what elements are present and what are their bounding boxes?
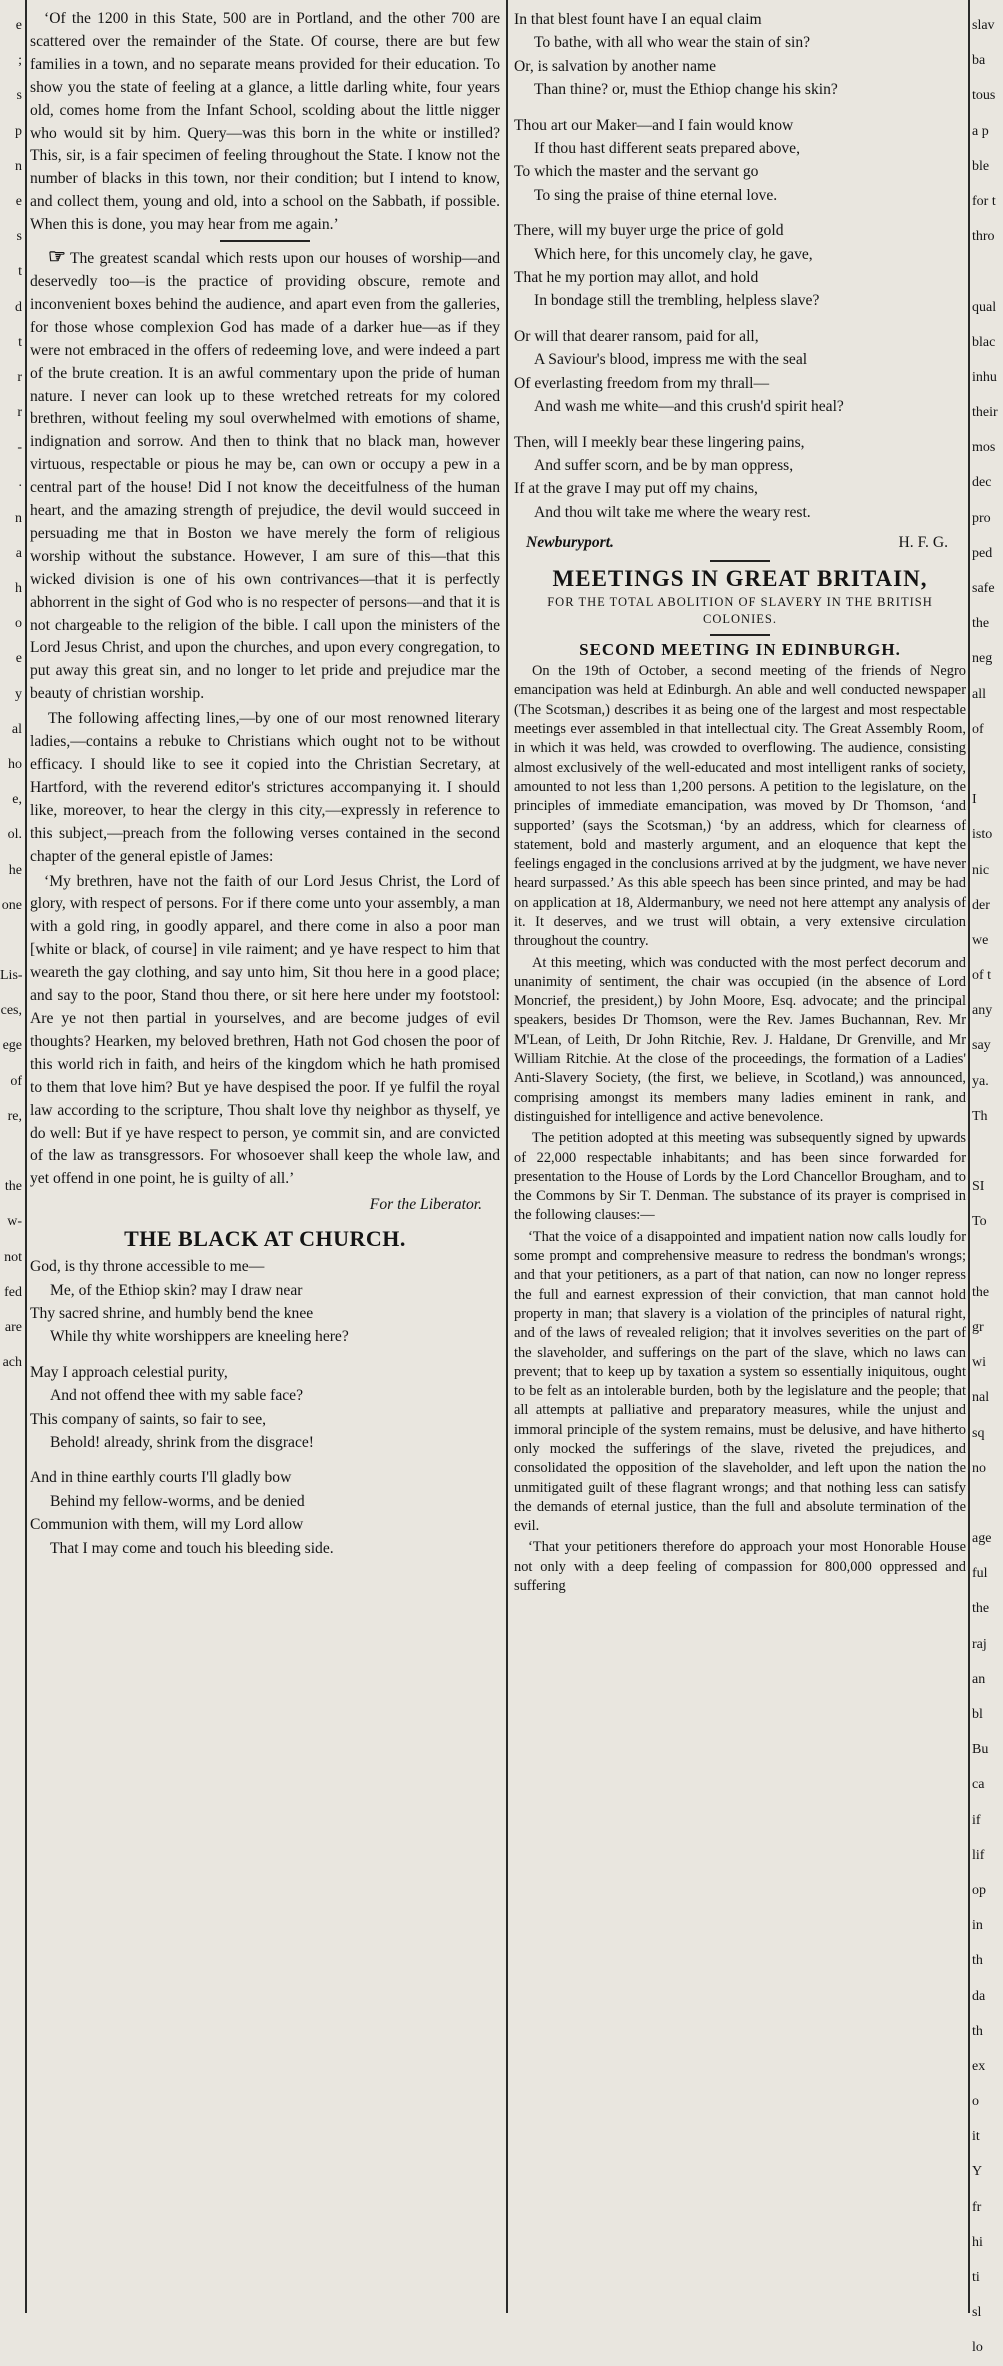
fragment-word: dec [972, 475, 992, 491]
fragment-word: ex [972, 2058, 986, 2074]
fragment-word: nal [972, 1390, 990, 1406]
fragment-word: wi [972, 1355, 986, 1371]
fragment-word: e, [12, 792, 22, 808]
poem-line: To bathe, with all who wear the stain of sin? [534, 34, 811, 52]
fragment-word: ful [972, 1566, 988, 1582]
fragment-word: mos [972, 440, 996, 456]
fragment-word: age [972, 1531, 992, 1547]
fragment-word: blac [972, 334, 996, 350]
attribution: For the Liberator. [369, 1196, 482, 1214]
left-article-column [30, 8, 500, 1572]
poem-stanza [514, 8, 966, 102]
fragment-word: sq [972, 1425, 985, 1441]
fragment-word: of [972, 721, 984, 737]
fragment-word: of [10, 1073, 22, 1089]
fragment-word: o [972, 2094, 979, 2110]
column-rule-center [506, 0, 508, 2313]
fragment-word: fed [4, 1284, 22, 1300]
fragment-word: the [972, 616, 990, 632]
fragment-word: an [972, 1671, 986, 1687]
report-paragraph: ‘That the voice of a disappointed and impatient nation now calls loudly for some prompt and comprehensive measure to redress the bondman's wrongs; and that your petitioners, as a part of that nation, can now no longer repress the full and earnest expression of their conviction, that man cannot hold property in man; that slavery is a violation of the principles of natural right, and of the laws of revealed religion; that it involves severities on the part of the slaveholder, and sufferings on the part of the slave, which no laws can prevent; that to keep up by taxation a system so essentially iniquitous, ought to be felt as an intolerable burden, both by the legislature and the people; that all attempts at palliative and preparatory measures, while the unjust and immoral principle of the system remains, must be delusive, and have hitherto only mocked the sufferings of the slave, riveted the prejudices, and consolidated the opposition of the slaveholder, and left upon the nation the unmitigated guilt of these flagrant wrongs; and that nothing less can satisfy the demands of eternal justice, than the full and absolute termination of the evil. [514, 1228, 966, 1535]
fragment-word: all [972, 686, 986, 702]
poem-line: Than thine? or, must the Ethiop change his skin? [534, 81, 838, 99]
fragment-word [972, 1134, 1003, 1169]
fragment-word: nic [972, 862, 990, 878]
fragment-word: Bu [972, 1742, 989, 1758]
fragment-word: ces, [0, 1003, 22, 1019]
fragment-word: Y [972, 2164, 983, 2180]
fragment-word: e [15, 651, 22, 667]
fragment-word: ble [972, 158, 990, 174]
fragment-word [0, 1134, 22, 1169]
fragment-word: a [15, 545, 22, 561]
james-quote: ‘My brethren, have not the faith of our Lord Jesus Christ, the Lord of glory, with respect of persons. For if there come unto your assembly, a man with a gold ring, in goodly apparel, and there come in also a poor man [white or black, of course] in vile raiment; and ye have respect to him that weareth the gay clothing, and say unto him, Sit thou here in a good place; and say to the poor, Stand thou there, or sit here here under my footstool: Are ye not then partial in yourselves, and are become judges of evil thoughts? Hearken, my beloved brethren, Hath not God chosen the poor of this world rich in faith, and heirs of the kingdom which he hath promised to them that love him? But ye have despised the poor. If ye fulfil the royal law according to the scripture, Thou shalt love thy neighbor as thyself, ye do well: But if ye have respect to person, ye commit sin, and are convicted of the law as transgressors. For whosoever shall keep the whole law, and yet offend in one point, he is guilty of all.’ [30, 872, 501, 1188]
fragment-word: ya. [972, 1073, 989, 1089]
fragment-word: any [972, 1003, 993, 1019]
fragment-word: we [972, 932, 989, 948]
poem-line: Then, will I meekly bear these lingering pains, [514, 433, 805, 451]
fragment-word: ege [2, 1038, 22, 1054]
fragment-word: o [15, 616, 22, 632]
report-paragraph: On the 19th of October, a second meeting of the friends of Negro emancipation was held at Edinburgh. An able and well conducted newspaper (The Scotsman,) describes it as being one of the largest and most respectable meetings ever assembled in that intellectual city. The Great Assembly Room, in which it was held, was crowded to overflowing. The audience, consisting almost exclusively of the well-educated and most intelligent ranks of society, amounted to not less than 1,200 persons. A petition to the legislature, on the principles of immediate emancipation, was moved by Dr Thomson, ‘and supported’ (says the Scotsman,) ‘by an address, which for clearness of statement, bold and masterly argument, and an eloquence that kept the feelings engaged in the conclusions arrived at by the judgment, we have never heard surpassed.’ As this able speech has been since printed, and may be had on application at 18, Aldermanbury, we need not here attempt any analysis of it. It deserves, and we trust will obtain, a very extensive circulation throughout the country. [514, 663, 966, 950]
fragment-word: say [972, 1038, 991, 1054]
poem-line: That he my portion may allot, and hold [514, 269, 759, 287]
poem-line: May I approach celestial purity, [30, 1363, 228, 1381]
fragment-word: the [972, 1284, 990, 1300]
poem-stanza [514, 431, 966, 525]
fragment-word: if [972, 1812, 981, 1828]
fragment-word: for t [972, 193, 996, 209]
meetings-subheading: FOR THE TOTAL ABOLITION OF SLAVERY IN THE BRITISH COLONIES. [547, 595, 933, 627]
poem-line: And wash me white—and this crush'd spirit heal? [534, 398, 844, 416]
poem-stanza [30, 1466, 500, 1560]
poem-line: And in thine earthly courts I'll gladly bow [30, 1469, 292, 1487]
poem-line: Behold! already, shrink from the disgrace! [50, 1434, 314, 1452]
fragment-word [972, 747, 1003, 782]
fragment-word: no [972, 1460, 986, 1476]
fragment-word: ; [18, 53, 22, 69]
poem-line: In that blest fount have I an equal claim [514, 11, 762, 28]
fragment-word: raj [972, 1636, 987, 1652]
poem-stanza [30, 1255, 500, 1349]
report-paragraph: ‘That your petitioners therefore do approach your most Honorable House not only with a deep feeling of compassion for 800,000 oppressed and suffering [514, 1539, 966, 1595]
fragment-word: der [972, 897, 990, 913]
fragment-word: thro [972, 229, 995, 245]
fragment-word: are [4, 1319, 22, 1335]
separator-rule [710, 634, 770, 636]
fragment-word: e [15, 193, 22, 209]
right-article-column [514, 8, 966, 1596]
right-column-fragment [972, 8, 1003, 2366]
poem-line: Behind my fellow-worms, and be denied [50, 1492, 305, 1510]
fragment-word: e [15, 18, 22, 33]
fragment-word: d [15, 299, 22, 315]
poem-line: Me, of the Ethiop skin? may I draw near [50, 1281, 303, 1299]
poem-part-one [30, 1255, 500, 1560]
column-rule-right [968, 0, 970, 2313]
meeting-report [514, 662, 966, 1596]
fragment-word: of t [972, 968, 992, 984]
fragment-word: ba [972, 53, 986, 69]
poem-line: Of everlasting freedom from my thrall— [514, 374, 770, 392]
poem-line: Or will that dearer ransom, paid for all, [514, 327, 759, 345]
poem-line: And suffer scorn, and be by man oppress, [534, 456, 794, 474]
lines-paragraph: The following affecting lines,—by one of our most renowned literary ladies,—contains a rebuke to Christians which ought not to be without efficacy. I should like to see it copied into the Christian Secretary, at Hartford, with the reverend editor's strictures accompanying it. I should like, moreover, to hear the clergy in this city,—expressly in reference to this subject,—preach from the following verses contained in the second chapter of the general epistle of James: [30, 710, 500, 865]
poem-line: In bondage still the trembling, helpless slave? [534, 292, 820, 310]
pointing-hand-icon: ☞ [48, 246, 66, 269]
poem-stanza [514, 325, 966, 419]
poem-line: Which here, for this uncomely clay, he gave, [534, 245, 813, 263]
fragment-word: one [1, 897, 22, 913]
poem-line: Communion with them, will my Lord allow [30, 1516, 304, 1534]
fragment-word: safe [972, 581, 995, 596]
fragment-word: n [15, 510, 22, 526]
poem-signature [514, 532, 966, 554]
fragment-word: gr [972, 1319, 984, 1335]
poem-stanza [30, 1361, 500, 1455]
poem-line: A Saviour's blood, impress me with the seal [534, 351, 808, 369]
fragment-word: t [18, 334, 22, 350]
left-column-fragment [0, 8, 22, 1380]
poem-line: God, is thy throne accessible to me— [30, 1258, 265, 1276]
fragment-word: Th [972, 1108, 988, 1124]
fragment-word: bl [972, 1707, 983, 1722]
fragment-word: slav [972, 18, 995, 33]
fragment-word: op [972, 1882, 986, 1898]
separator-rule [220, 240, 310, 242]
poem-line: There, will my buyer urge the price of gold [514, 222, 784, 240]
separator-rule [710, 560, 770, 562]
fragment-word [972, 254, 1003, 289]
meetings-heading: MEETINGS IN GREAT BRITAIN, [552, 566, 928, 592]
fragment-word: ped [972, 545, 993, 561]
fragment-word: the [4, 1179, 22, 1195]
fragment-word: in [972, 1918, 983, 1934]
signature-place: Newburyport. [526, 534, 614, 552]
fragment-word: isto [972, 827, 993, 843]
fragment-word: a p [972, 123, 989, 139]
fragment-word: n [15, 158, 22, 174]
fragment-word: s [16, 88, 22, 104]
fragment-word: r [17, 405, 22, 421]
fragment-word: hi [972, 2234, 983, 2250]
fragment-word: ti [972, 2270, 980, 2285]
poem-stanza [514, 114, 966, 208]
fragment-word: it [972, 2129, 980, 2145]
fragment-word [972, 1240, 1003, 1275]
poem-line: If at the grave I may put off my chains, [514, 480, 758, 498]
fragment-word: their [972, 405, 998, 421]
fragment-word [972, 1486, 1003, 1521]
poem-line: Thy sacred shrine, and humbly bend the knee [30, 1305, 314, 1323]
poem-line: This company of saints, so fair to see, [30, 1410, 267, 1428]
fragment-word: y [15, 686, 22, 702]
poem-line: While thy white worshippers are kneeling here? [50, 1328, 349, 1346]
column-rule-left [25, 0, 27, 2313]
fragment-word: h [15, 581, 22, 596]
fragment-word: re, [7, 1108, 22, 1124]
poem-stanza [514, 219, 966, 313]
fragment-word: lo [972, 2340, 983, 2356]
poem-line: And thou wilt take me where the weary rest. [534, 503, 811, 521]
fragment-word: da [972, 1988, 986, 2004]
fragment-word: t [18, 264, 22, 280]
fragment-word: Lis- [0, 968, 23, 984]
fragment-word: he [8, 862, 22, 878]
fragment-word: inhu [972, 369, 997, 385]
scandal-paragraph [30, 246, 500, 706]
fragment-word: p [15, 123, 22, 139]
fragment-word: tous [972, 88, 996, 104]
fragment-word: - [17, 440, 22, 456]
poem-line: To sing the praise of thine eternal love. [534, 186, 778, 204]
fragment-word: th [972, 1953, 983, 1969]
fragment-word: the [972, 1601, 990, 1617]
fragment-word: ca [972, 1777, 985, 1793]
signature-initials: H. F. G. [898, 534, 948, 552]
fragment-word: ol. [7, 827, 22, 843]
fragment-word: I [972, 792, 977, 808]
poem-part-two [514, 8, 966, 524]
poem-line: To which the master and the servant go [514, 163, 759, 181]
fragment-word: fr [972, 2199, 982, 2215]
edinburgh-heading: SECOND MEETING IN EDINBURGH. [579, 640, 901, 660]
poem-line: Thou art our Maker—and I fain would know [514, 116, 794, 134]
fragment-word: al [11, 721, 22, 737]
fragment-word: lif [972, 1847, 985, 1863]
report-paragraph: The petition adopted at this meeting was subsequently signed by upwards of 22,000 respectable inhabitants; and has been since forwarded for presentation to the House of Lords by the Lord Chancellor Brougham, and to the Commons by Sir T. Denman. The substance of its prayer is comprised in the following clauses:— [514, 1130, 966, 1224]
fragment-word: not [4, 1249, 22, 1265]
scandal-text: The greatest scandal which rests upon our houses of worship—and deservedly too—is the practice of providing obscure, remote and inconvenient boxes behind the audience, and apart even from the galleries, for those whose complexion God has made of a darker hue—as if they were not embraced in the offers of redeeming love, and were indeed a part of the brute creation. It is an awful commentary upon the pride of human nature. I never can look up to these wretched retreats for my colored brethren, without feeling my soul overwhelmed with emotions of shame, indignation and sorrow. And then to think that no black man, however virtuous, respectable or pious he may be, can own or occupy a pew in a central part of the house! Did I not know the deceitfulness of the human heart, and the amazing strength of prejudice, the devil would succeed in persuading me that in Boston we have merely the form of religious worship without the substance. However, I am sure of this—that this wicked division is one of his own contrivances—that it is perfectly abhorrent in the sight of God who is no respecter of persons—and that it is not chargeable to the religion of the bible. I call upon the ministers of the Lord Jesus Christ, and upon the churches, and upon every congregation, to put away this great sin, and no longer to let pride and prejudice mar the beauty of christian worship. [30, 250, 500, 703]
fragment-word: . [18, 475, 22, 491]
fragment-word: To [972, 1214, 987, 1230]
fragment-word: ach [2, 1355, 22, 1371]
report-paragraph: At this meeting, which was conducted with the most perfect decorum and unanimity of sentiment, the chair was occupied (in the absence of Lord Moncrief, the president,) by John Moore, Esq. advocate; and the principal speakers, besides Dr Thomson, were the Rev. James Buchannan, Rev. Mr M'Lean, of Leith, Dr John Ritchie, Rev. J. Haldane, Dr Grenville, and Mr William Ritchie. At the close of the proceedings, the formation of a Ladies' Anti-Slavery Society, (the first, we believe, in Scotland,) was announced, comprising amongst its members many ladies eminent in rank, and distinguished for intelligence and active benevolence. [514, 954, 966, 1125]
poem-title: THE BLACK AT CHURCH. [124, 1226, 406, 1252]
fragment-word: pro [972, 510, 991, 526]
fragment-word: th [972, 2023, 983, 2039]
fragment-word: qual [972, 299, 997, 315]
poem-line: And not offend thee with my sable face? [50, 1387, 304, 1405]
fragment-word: r [17, 369, 22, 385]
fragment-word: w- [7, 1214, 22, 1230]
poem-line: Or, is salvation by another name [514, 57, 717, 75]
letter-excerpt: ‘Of the 1200 in this State, 500 are in Portland, and the other 700 are scattered over the remainder of the State. Of course, there are but few families in a town, and no separate means provided for their education. To show you the state of feeling at a glance, a little darling white, four years old, comes home from the Infant School, scolding about the little nigger who would sit by him. Query—was this born in the white or instilled? This, sir, is a fair specimen of feeling throughout the State. I know not the number of blacks in this town, nor their condition; but I intend to know, and collect them, young and old, into a school on the Sabbath, if possible. When this is done, you may hear from me again.’ [30, 10, 500, 234]
fragment-word [0, 923, 22, 958]
poem-line: If thou hast different seats prepared above, [534, 140, 800, 158]
fragment-word: neg [972, 651, 993, 667]
fragment-word: SI [972, 1179, 985, 1195]
fragment-word: sl [972, 2305, 982, 2321]
fragment-word: s [16, 229, 22, 245]
poem-line: That I may come and touch his bleeding side. [50, 1539, 334, 1557]
fragment-word: ho [8, 756, 22, 772]
